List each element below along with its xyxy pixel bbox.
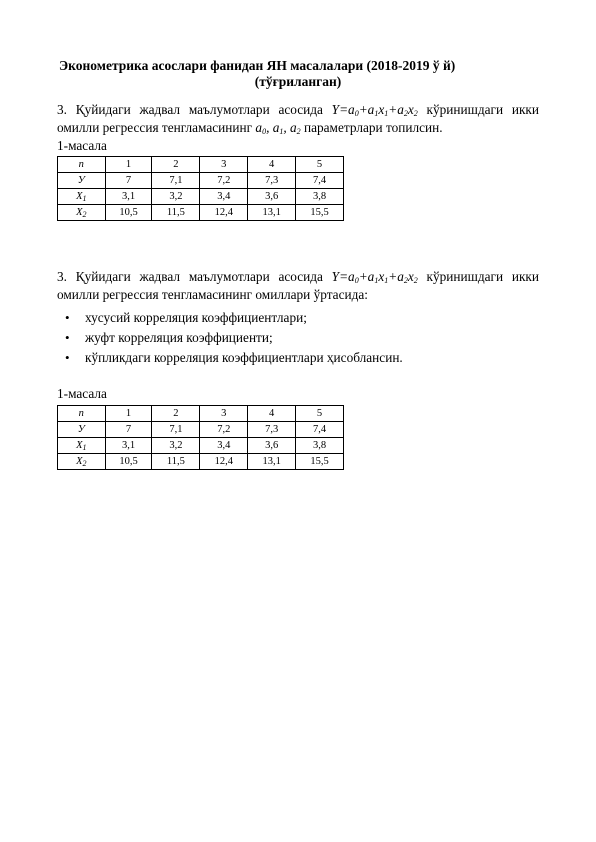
list-item: • жуфт корреляция коэффициенти; bbox=[57, 328, 403, 348]
table-cell: 3,4 bbox=[200, 189, 248, 205]
table-row bbox=[58, 205, 344, 221]
regression-formula: $Y=a_0+a_1x_1+a_2x_2$ bbox=[331, 269, 418, 285]
table-cell: 7,2 bbox=[200, 173, 248, 189]
problem-1-line-2: омилли регрессия тенгламасининг $a_0$, $a_1$, $a_2$ параметрлари топилсин. bbox=[57, 120, 443, 136]
table-header-cell: 3 bbox=[200, 157, 248, 173]
table-header-cell: 2 bbox=[152, 157, 200, 173]
bullet-icon: • bbox=[65, 310, 70, 325]
table-cell: 3,6 bbox=[248, 438, 296, 454]
bullet-icon: • bbox=[65, 350, 70, 365]
parameters-formula: $a_0$, $a_1$, $a_2$ bbox=[255, 120, 301, 136]
problem-2-line-1: 3. Қуйидаги жадвал маълумотлари асосида $Y=a_0+a_1x_1+a_2x_2$ кўринишдаги икки bbox=[57, 269, 539, 285]
table-header-cell: 4 bbox=[248, 157, 296, 173]
table-cell: 7 bbox=[105, 422, 152, 438]
list-item: • кўпликдаги корреляция коэффициентлари ҳисоблансин. bbox=[57, 348, 403, 368]
row-label: $X_1$ bbox=[58, 189, 106, 205]
table-header-row bbox=[58, 157, 344, 173]
table-row bbox=[58, 422, 344, 438]
table-cell: 15,5 bbox=[296, 205, 344, 221]
table-cell: 3,2 bbox=[152, 438, 200, 454]
table-header-cell: 1 bbox=[105, 157, 152, 173]
table-cell: 10,5 bbox=[105, 454, 152, 470]
table-row bbox=[58, 173, 344, 189]
title-line-1: Эконометрика асослари фанидан ЯН масалалари (2018-2019 ў й) bbox=[59, 58, 456, 73]
table-cell: 7 bbox=[105, 173, 152, 189]
problem-2-line-2: омилли регрессия тенгламасининг омиллари ўртасида: bbox=[57, 287, 368, 302]
table-header-cell: n bbox=[58, 406, 106, 422]
table-header-cell: 5 bbox=[296, 157, 344, 173]
problem-1-statement bbox=[57, 101, 539, 137]
table-cell: 13,1 bbox=[248, 454, 296, 470]
row-label: У bbox=[58, 422, 106, 438]
bullet-icon: • bbox=[65, 330, 70, 345]
task-label-1: 1-масала bbox=[57, 138, 107, 153]
row-label: $X_2$ bbox=[58, 454, 106, 470]
requirements-list bbox=[57, 308, 403, 368]
problem-1-line-1: 3. Қуйидаги жадвал маълумотлари асосида $Y=a_0+a_1x_1+a_2x_2$ кўринишдаги икки bbox=[57, 102, 539, 118]
regression-formula: $Y=a_0+a_1x_1+a_2x_2$ bbox=[331, 102, 418, 118]
table-header-cell: 2 bbox=[152, 406, 200, 422]
table-header-cell: 5 bbox=[296, 406, 344, 422]
task-label-2: 1-масала bbox=[57, 386, 107, 401]
table-cell: 7,4 bbox=[296, 173, 344, 189]
table-row bbox=[58, 454, 344, 470]
row-label: $X_1$ bbox=[58, 438, 106, 454]
table-header-cell: n bbox=[58, 157, 106, 173]
table-row bbox=[58, 438, 344, 454]
table-header-cell: 1 bbox=[105, 406, 152, 422]
table-cell: 12,4 bbox=[200, 205, 248, 221]
table-cell: 3,1 bbox=[105, 189, 152, 205]
data-table-2 bbox=[57, 405, 344, 470]
table-cell: 3,6 bbox=[248, 189, 296, 205]
table-header-cell: 3 bbox=[200, 406, 248, 422]
table-header-cell: 4 bbox=[248, 406, 296, 422]
table-cell: 7,3 bbox=[248, 422, 296, 438]
table-cell: 13,1 bbox=[248, 205, 296, 221]
table-cell: 7,3 bbox=[248, 173, 296, 189]
table-cell: 11,5 bbox=[152, 454, 200, 470]
table-cell: 10,5 bbox=[105, 205, 152, 221]
table-cell: 12,4 bbox=[200, 454, 248, 470]
table-cell: 3,8 bbox=[296, 438, 344, 454]
problem-2-statement bbox=[57, 268, 539, 304]
table-cell: 15,5 bbox=[296, 454, 344, 470]
table-cell: 7,1 bbox=[152, 173, 200, 189]
title-line-2: (тўғриланган) bbox=[254, 74, 342, 89]
table-cell: 7,1 bbox=[152, 422, 200, 438]
table-header-row bbox=[58, 406, 344, 422]
row-label: У bbox=[58, 173, 106, 189]
table-row bbox=[58, 189, 344, 205]
document-title bbox=[57, 58, 539, 90]
data-table-1 bbox=[57, 156, 344, 221]
table-cell: 3,1 bbox=[105, 438, 152, 454]
table-cell: 3,8 bbox=[296, 189, 344, 205]
table-cell: 11,5 bbox=[152, 205, 200, 221]
row-label: $X_2$ bbox=[58, 205, 106, 221]
table-cell: 3,2 bbox=[152, 189, 200, 205]
table-cell: 7,4 bbox=[296, 422, 344, 438]
table-cell: 7,2 bbox=[200, 422, 248, 438]
list-item: • хусусий корреляция коэффициентлари; bbox=[57, 308, 403, 328]
table-cell: 3,4 bbox=[200, 438, 248, 454]
